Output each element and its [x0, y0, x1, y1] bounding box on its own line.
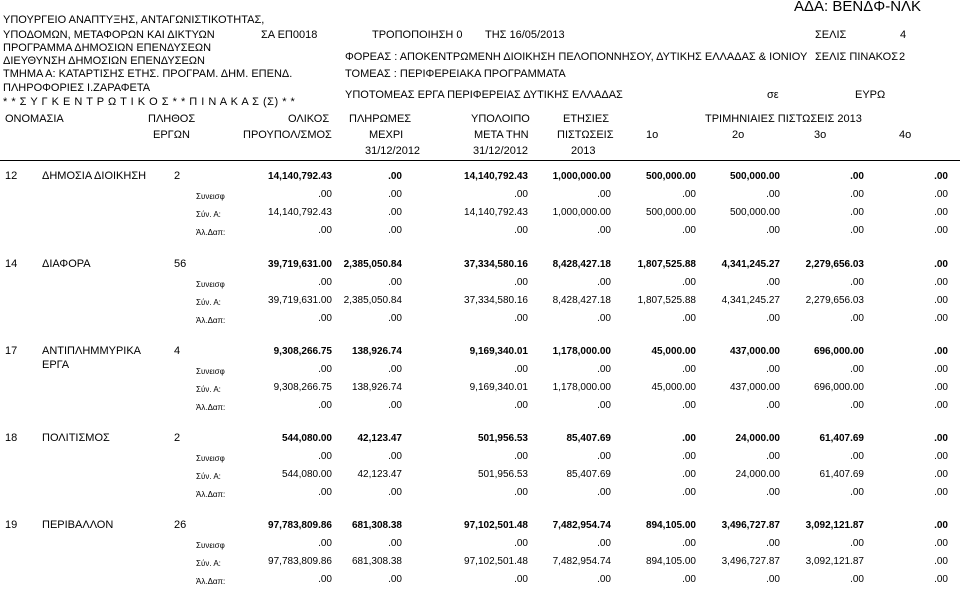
col-q1: 1ο	[646, 129, 659, 141]
unit-se: σε	[767, 89, 779, 101]
row-value: .00	[597, 574, 611, 585]
row-value: .00	[766, 574, 780, 585]
row-sublabel: Συνεισφ	[196, 280, 225, 289]
row-code: 12	[5, 170, 18, 182]
row-value: 85,407.69	[566, 469, 611, 480]
row-name: ΔΙΑΦΟΡΑ	[42, 258, 91, 270]
row-value: .00	[388, 171, 402, 182]
col-count-1: ΠΛΗΘΟΣ	[148, 113, 196, 125]
row-value: 97,102,501.48	[464, 520, 528, 531]
row-value: 1,178,000.00	[552, 346, 611, 357]
col-rem-3: 31/12/2012	[473, 145, 529, 157]
col-q2: 2ο	[732, 129, 745, 141]
row-value: .00	[766, 277, 780, 288]
row-value: 37,334,580.16	[464, 259, 528, 270]
row-value: .00	[934, 364, 948, 375]
row-value: 500,000.00	[645, 171, 696, 182]
row-value: .00	[682, 189, 696, 200]
row-sublabel: Συνεισφ	[196, 192, 225, 201]
col-annual-3: 2013	[571, 145, 596, 157]
row-value: .00	[318, 189, 332, 200]
row-value: .00	[514, 189, 528, 200]
row-value: 437,000.00	[729, 346, 780, 357]
col-count-2: ΕΡΓΩΝ	[153, 129, 190, 141]
row-value: .00	[388, 277, 402, 288]
row-value: .00	[934, 259, 948, 270]
row-value: .00	[388, 207, 402, 218]
row-value: .00	[514, 277, 528, 288]
row-value: .00	[850, 364, 864, 375]
row-name: ΔΗΜΟΣΙΑ ΔΙΟΙΚΗΣΗ	[42, 170, 147, 182]
row-value: .00	[682, 538, 696, 549]
row-value: .00	[682, 364, 696, 375]
col-name: ΟΝΟΜΑΣΙΑ	[5, 113, 64, 125]
row-count: 26	[174, 519, 187, 531]
row-value: 97,783,809.86	[268, 520, 332, 531]
row-value: .00	[597, 538, 611, 549]
row-value: 894,105.00	[645, 556, 696, 567]
page-number: 4	[900, 29, 907, 41]
row-value: .00	[388, 451, 402, 462]
row-value: .00	[766, 400, 780, 411]
row-value: .00	[850, 171, 864, 182]
row-value: .00	[318, 225, 332, 236]
row-value: .00	[682, 487, 696, 498]
row-value: .00	[514, 538, 528, 549]
row-value: .00	[850, 538, 864, 549]
row-value: .00	[934, 520, 948, 531]
row-value: .00	[597, 400, 611, 411]
row-value: 39,719,631.00	[268, 259, 332, 270]
row-value: .00	[850, 400, 864, 411]
row-sublabel: Συνεισφ	[196, 367, 225, 376]
row-value: .00	[682, 400, 696, 411]
row-value: .00	[388, 574, 402, 585]
row-value: .00	[597, 364, 611, 375]
col-paid-3: 31/12/2012	[365, 145, 421, 157]
row-name: ΠΟΛΙΤΙΣΜΟΣ	[42, 432, 110, 444]
row-value: .00	[766, 364, 780, 375]
col-rem-2: ΜΕΤΑ ΤΗΝ	[474, 129, 529, 141]
row-value: .00	[514, 487, 528, 498]
col-paid-2: ΜΕΧΡΙ	[369, 129, 404, 141]
row-value: 500,000.00	[729, 207, 780, 218]
tomeas: ΤΟΜΕΑΣ : ΠΕΡΙΦΕΡΕΙΑΚΑ ΠΡΟΓΡΑΜΜΑΤΑ	[345, 68, 566, 80]
ada-code: ΑΔΑ: ΒΕΝΔΦ-ΝΛΚ	[794, 0, 922, 15]
row-value: .00	[318, 400, 332, 411]
row-value: 7,482,954.74	[552, 520, 611, 531]
row-value: .00	[934, 556, 948, 567]
row-value: .00	[682, 277, 696, 288]
row-value: 9,308,266.75	[273, 382, 332, 393]
row-value: .00	[318, 313, 332, 324]
row-value: .00	[934, 574, 948, 585]
col-annual-2: ΠΙΣΤΩΣΕΙΣ	[557, 129, 614, 141]
col-q4: 4ο	[899, 129, 912, 141]
row-value: .00	[934, 313, 948, 324]
row-value: .00	[934, 171, 948, 182]
row-value: .00	[682, 433, 696, 444]
row-value: .00	[934, 400, 948, 411]
row-name: ΠΕΡΙΒΑΛΛΟΝ	[42, 519, 114, 531]
row-value: 42,123.47	[357, 433, 402, 444]
row-value: .00	[850, 189, 864, 200]
row-value: 61,407.69	[819, 433, 864, 444]
row-value: 8,428,427.18	[552, 295, 611, 306]
department-line: ΤΜΗΜΑ Α: ΚΑΤΑΡΤΙΣΗΣ ΕΤΗΣ. ΠΡΟΓΡΑΜ. ΔΗΜ. ΕΠΕΝΔ.	[3, 68, 293, 80]
row-sublabel: Σύν. Α:	[196, 210, 221, 219]
row-value: 501,956.53	[477, 433, 528, 444]
row-value: .00	[388, 364, 402, 375]
row-value: 2,279,656.03	[805, 259, 864, 270]
row-value: 3,092,121.87	[805, 556, 864, 567]
col-q3: 3ο	[814, 129, 827, 141]
row-value: 2,385,050.84	[343, 259, 402, 270]
row-value: .00	[934, 382, 948, 393]
row-name: ΑΝΤΙΠΛΗΜΜΥΡΙΚΑ	[42, 345, 142, 357]
row-value: .00	[682, 225, 696, 236]
ypotomeas: ΥΠΟΤΟΜΕΑΣ ΕΡΓΑ ΠΕΡΙΦΕΡΕΙΑΣ ΔΥΤΙΚΗΣ ΕΛΛΑΔΑΣ	[345, 89, 623, 101]
row-value: 1,000,000.00	[552, 171, 611, 182]
row-value: 1,807,525.88	[637, 295, 696, 306]
row-value: .00	[388, 225, 402, 236]
row-value: .00	[766, 451, 780, 462]
row-value: 3,496,727.87	[721, 520, 780, 531]
row-value: 24,000.00	[735, 469, 780, 480]
row-sublabel: Σύν. Α:	[196, 385, 221, 394]
row-value: 544,080.00	[281, 433, 332, 444]
row-value: 14,140,792.43	[268, 171, 332, 182]
row-value: 14,140,792.43	[464, 207, 528, 218]
row-value: 3,496,727.87	[721, 556, 780, 567]
amendment: ΤΡΟΠΟΠΟΙΗΣΗ 0	[372, 29, 463, 41]
row-value: .00	[514, 400, 528, 411]
row-value: 1,178,000.00	[552, 382, 611, 393]
row-value: .00	[318, 364, 332, 375]
row-value: .00	[850, 277, 864, 288]
row-value: 45,000.00	[651, 382, 696, 393]
row-code: 14	[5, 258, 18, 270]
row-sublabel: Συνεισφ	[196, 541, 225, 550]
row-value: 4,341,245.27	[721, 259, 780, 270]
row-value: .00	[388, 189, 402, 200]
row-value: 39,719,631.00	[268, 295, 332, 306]
row-value: 97,102,501.48	[464, 556, 528, 567]
row-value: .00	[514, 313, 528, 324]
row-value: 437,000.00	[729, 382, 780, 393]
row-value: 894,105.00	[645, 520, 696, 531]
row-value: 24,000.00	[735, 433, 780, 444]
row-value: .00	[388, 400, 402, 411]
row-value: .00	[597, 189, 611, 200]
row-value: .00	[318, 451, 332, 462]
row-value: 544,080.00	[281, 469, 332, 480]
row-sublabel: Άλ.Δαπ:	[196, 490, 226, 499]
row-value: 500,000.00	[645, 207, 696, 218]
row-value: .00	[318, 574, 332, 585]
row-value: .00	[934, 295, 948, 306]
row-value: 42,123.47	[357, 469, 402, 480]
row-value: .00	[766, 538, 780, 549]
row-value: 37,334,580.16	[464, 295, 528, 306]
row-value: 3,092,121.87	[805, 520, 864, 531]
row-value: .00	[682, 574, 696, 585]
row-name: ΕΡΓΑ	[42, 359, 70, 371]
row-value: .00	[934, 433, 948, 444]
row-value: .00	[388, 313, 402, 324]
row-sublabel: Άλ.Δαπ:	[196, 316, 226, 325]
row-value: .00	[766, 487, 780, 498]
row-value: 501,956.53	[477, 469, 528, 480]
row-value: 696,000.00	[813, 382, 864, 393]
row-sublabel: Άλ.Δαπ:	[196, 228, 226, 237]
row-count: 4	[174, 345, 181, 357]
row-value: .00	[514, 364, 528, 375]
row-value: 14,140,792.43	[464, 171, 528, 182]
row-code: 17	[5, 345, 18, 357]
row-value: 138,926.74	[351, 382, 402, 393]
row-value: 9,169,340.01	[469, 346, 528, 357]
row-value: 9,308,266.75	[273, 346, 332, 357]
row-sublabel: Σύν. Α:	[196, 559, 221, 568]
sa-code: ΣΑ ΕΠ0018	[261, 29, 318, 41]
row-value: .00	[514, 574, 528, 585]
row-value: .00	[514, 225, 528, 236]
col-paid-1: ΠΛΗΡΩΜΕΣ	[349, 113, 412, 125]
row-value: 61,407.69	[819, 469, 864, 480]
row-value: .00	[766, 189, 780, 200]
row-value: .00	[766, 225, 780, 236]
row-value: 500,000.00	[729, 171, 780, 182]
foreas: ΦΟΡΕΑΣ : ΑΠΟΚΕΝΤΡΩΜΕΝΗ ΔΙΟΙΚΗΣΗ ΠΕΛΟΠΟΝΝΗΣΟΥ, ΔΥΤΙΚΗΣ ΕΛΛΑΔΑΣ & ΙΟΝΙΟΥ	[345, 51, 808, 63]
program-line: ΠΡΟΓΡΑΜΜΑ ΔΗΜΟΣΙΩΝ ΕΠΕΝΔΥΣΕΩΝ	[3, 42, 212, 54]
row-value: .00	[682, 469, 696, 480]
table-pages-label: ΣΕΛΙΣ ΠΙΝΑΚΟΣ	[815, 51, 899, 63]
row-value: .00	[850, 313, 864, 324]
date: ΤΗΣ 16/05/2013	[485, 29, 565, 41]
row-value: .00	[682, 313, 696, 324]
row-value: .00	[934, 451, 948, 462]
row-value: .00	[934, 538, 948, 549]
row-value: .00	[597, 225, 611, 236]
row-value: 85,407.69	[566, 433, 611, 444]
row-value: .00	[934, 225, 948, 236]
row-value: .00	[850, 451, 864, 462]
row-value: .00	[388, 538, 402, 549]
row-sublabel: Σύν. Α:	[196, 472, 221, 481]
row-value: 138,926.74	[351, 346, 402, 357]
row-value: .00	[388, 487, 402, 498]
row-sublabel: Σύν. Α:	[196, 298, 221, 307]
row-value: .00	[597, 313, 611, 324]
row-sublabel: Συνεισφ	[196, 454, 225, 463]
row-value: .00	[850, 225, 864, 236]
row-value: .00	[850, 487, 864, 498]
directorate-line: ΔΙΕΥΘΥΝΣΗ ΔΗΜΟΣΙΩΝ ΕΠΕΝΔΥΣΕΩΝ	[3, 55, 205, 67]
row-value: .00	[318, 487, 332, 498]
row-sublabel: Άλ.Δαπ:	[196, 403, 226, 412]
header-divider	[0, 160, 960, 161]
row-value: 45,000.00	[651, 346, 696, 357]
row-value: .00	[850, 574, 864, 585]
row-value: .00	[850, 207, 864, 218]
table-pages-number: 2	[899, 51, 906, 63]
info-line: ΠΛΗΡΟΦΟΡΙΕΣ Ι.ΖΑΡΑΦΕΤΑ	[3, 82, 151, 94]
col-total-2: ΠΡΟΥΠΟΛ/ΣΜΟΣ	[243, 129, 332, 141]
col-total-1: ΟΛΙΚΟΣ	[288, 113, 330, 125]
row-value: 97,783,809.86	[268, 556, 332, 567]
row-value: 4,341,245.27	[721, 295, 780, 306]
row-value: .00	[934, 277, 948, 288]
page-label: ΣΕΛΙΣ	[815, 29, 847, 41]
row-count: 56	[174, 258, 187, 270]
row-count: 2	[174, 170, 181, 182]
row-value: .00	[597, 451, 611, 462]
col-annual-1: ΕΤΗΣΙΕΣ	[563, 113, 609, 125]
row-value: .00	[514, 451, 528, 462]
row-value: 2,385,050.84	[343, 295, 402, 306]
row-count: 2	[174, 432, 181, 444]
summary-title: * * Σ Υ Γ Κ Ε Ν Τ Ρ Ω Τ Ι Κ Ο Σ * * Π Ι Ν Α Κ Α Σ (Σ) * *	[3, 96, 296, 108]
row-value: 681,308.38	[351, 556, 402, 567]
col-rem-1: ΥΠΟΛΟΙΠΟ	[471, 113, 530, 125]
row-value: 681,308.38	[351, 520, 402, 531]
row-value: 9,169,340.01	[469, 382, 528, 393]
row-value: .00	[318, 277, 332, 288]
row-value: .00	[597, 487, 611, 498]
row-value: .00	[934, 469, 948, 480]
row-value: 2,279,656.03	[805, 295, 864, 306]
ministry-line-1: ΥΠΟΥΡΓΕΙΟ ΑΝΑΠΤΥΞΗΣ, ΑΝΤΑΓΩΝΙΣΤΙΚΟΤΗΤΑΣ,	[3, 14, 265, 26]
row-value: 14,140,792.43	[268, 207, 332, 218]
row-value: 8,428,427.18	[552, 259, 611, 270]
row-value: .00	[934, 346, 948, 357]
row-value: .00	[597, 277, 611, 288]
row-value: .00	[934, 189, 948, 200]
row-code: 18	[5, 432, 18, 444]
ministry-line-2: ΥΠΟΔΟΜΩΝ, ΜΕΤΑΦΟΡΩΝ ΚΑΙ ΔΙΚΤΥΩΝ	[3, 29, 215, 41]
col-quarterly: ΤΡΙΜΗΝΙΑΙΕΣ ΠΙΣΤΩΣΕΙΣ 2013	[705, 113, 862, 125]
unit-currency: ΕΥΡΩ	[855, 89, 886, 101]
row-value: .00	[934, 487, 948, 498]
row-value: 696,000.00	[813, 346, 864, 357]
row-sublabel: Άλ.Δαπ:	[196, 577, 226, 586]
row-value: 1,000,000.00	[552, 207, 611, 218]
row-value: .00	[318, 538, 332, 549]
row-code: 19	[5, 519, 18, 531]
row-value: .00	[934, 207, 948, 218]
row-value: 7,482,954.74	[552, 556, 611, 567]
row-value: .00	[766, 313, 780, 324]
row-value: 1,807,525.88	[637, 259, 696, 270]
row-value: .00	[682, 451, 696, 462]
